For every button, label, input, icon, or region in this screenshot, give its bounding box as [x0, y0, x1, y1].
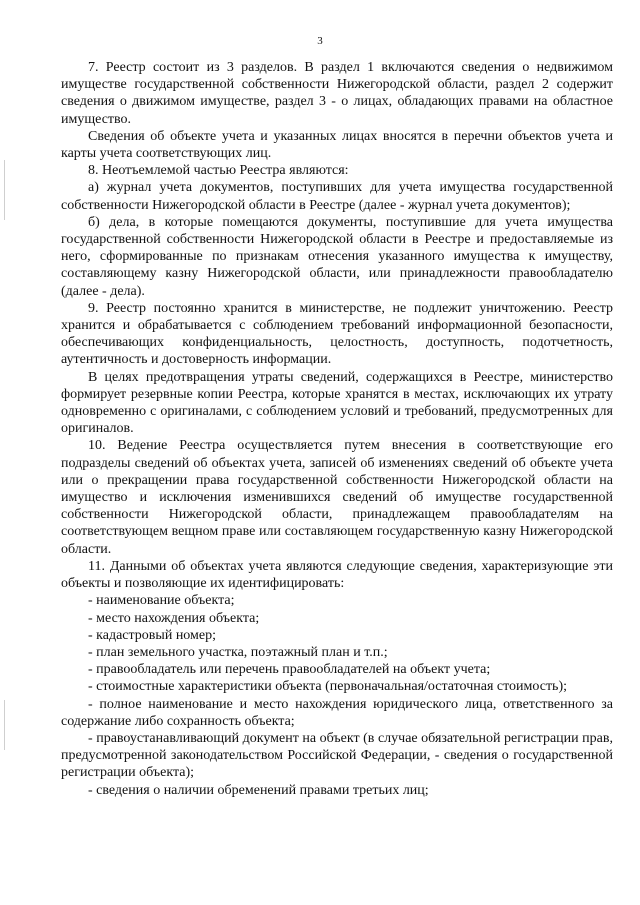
paragraph-7: 7. Реестр состоит из 3 разделов. В раздел 1 включаются сведения о недвижимом имуществе государственной собственности Нижегородской области, раздел 2 содержит сведения о движимом имуществе, раздел 3 - о лицах, обладающих правами на областное имущество. [61, 60, 613, 127]
list-item: - правообладатель или перечень правообладателей на объект учета; [88, 662, 491, 678]
paragraph-11: 11. Данными об объектах учета являются следующие сведения, характеризующие эти объекты и позволяющие их идентифицировать: [61, 558, 613, 592]
page-number: 3 [317, 35, 323, 47]
list-item: - план земельного участка, поэтажный план и т.п.; [88, 644, 388, 660]
paragraph-10: 10. Ведение Реестра осуществляется путем внесения в соответствующие его подразделы сведений об объектах учета, записей об изменениях сведений об объекте учета или о прекращении права государственной собственности Нижегородской области на имущество и исключения изменившихся сведений об имуществе государственной собственности Нижегородской области, принадлежащем правообладателям на соответствующем вещном праве или составляющем государственную казну Нижегородской области. [61, 438, 613, 557]
list-item: - кадастровый номер; [88, 627, 217, 643]
document-body [61, 59, 613, 799]
paragraph-9: 9. Реестр постоянно хранится в министерстве, не подлежит уничтожению. Реестр хранится и обрабатывается с соблюдением требований информационной безопасности, обеспечивающих конфиденциальность, целостность, доступность, подотчетность, аутентичность и достоверность информации. [61, 300, 613, 368]
scan-edge-mark [4, 700, 5, 750]
list-item: - место нахождения объекта; [88, 610, 260, 626]
paragraph-8-b: б) дела, в которые помещаются документы, поступившие для учета имущества государственной собственности Нижегородской области в Реестре и предоставляемые из него, сформированные по признакам отнесения указанного имущества к имуществу, составляющему казну Нижегородской области, или принадлежности правообладателю (далее - дела). [61, 214, 613, 299]
paragraph-8-a: а) журнал учета документов, поступивших для учета имущества государственной собственности Нижегородской области в Реестре (далее - журнал учета документов); [61, 180, 613, 213]
paragraph-9-continued: В целях предотвращения утраты сведений, содержащихся в Реестре, министерство формирует резервные копии Реестра, которые хранятся в местах, исключающих их утрату одновременно с оригиналами, с соблюдением условий и требований, предусмотренных для оригиналов. [61, 369, 613, 437]
list-item: - правоустанавливающий документ на объект (в случае обязательной регистрации прав, предусмотренной законодательством Российской Федерации, - сведения о государственной регистрации объекта); [61, 730, 613, 781]
list-item: - сведения о наличии обременений правами третьих лиц; [88, 782, 429, 798]
scan-edge-mark [4, 160, 5, 220]
paragraph-8: 8. Неотъемлемой частью Реестра являются: [88, 163, 349, 179]
paragraph-7-continued: Сведения об объекте учета и указанных лицах вносятся в перечни объектов учета и карты учета соответствующих лиц. [61, 128, 613, 162]
list-item: - наименование объекта; [88, 593, 235, 609]
list-item: - стоимостные характеристики объекта (первоначальная/остаточная стоимость); [88, 679, 567, 695]
list-item: - полное наименование и место нахождения юридического лица, ответственного за содержание либо сохранность объекта; [61, 696, 613, 729]
